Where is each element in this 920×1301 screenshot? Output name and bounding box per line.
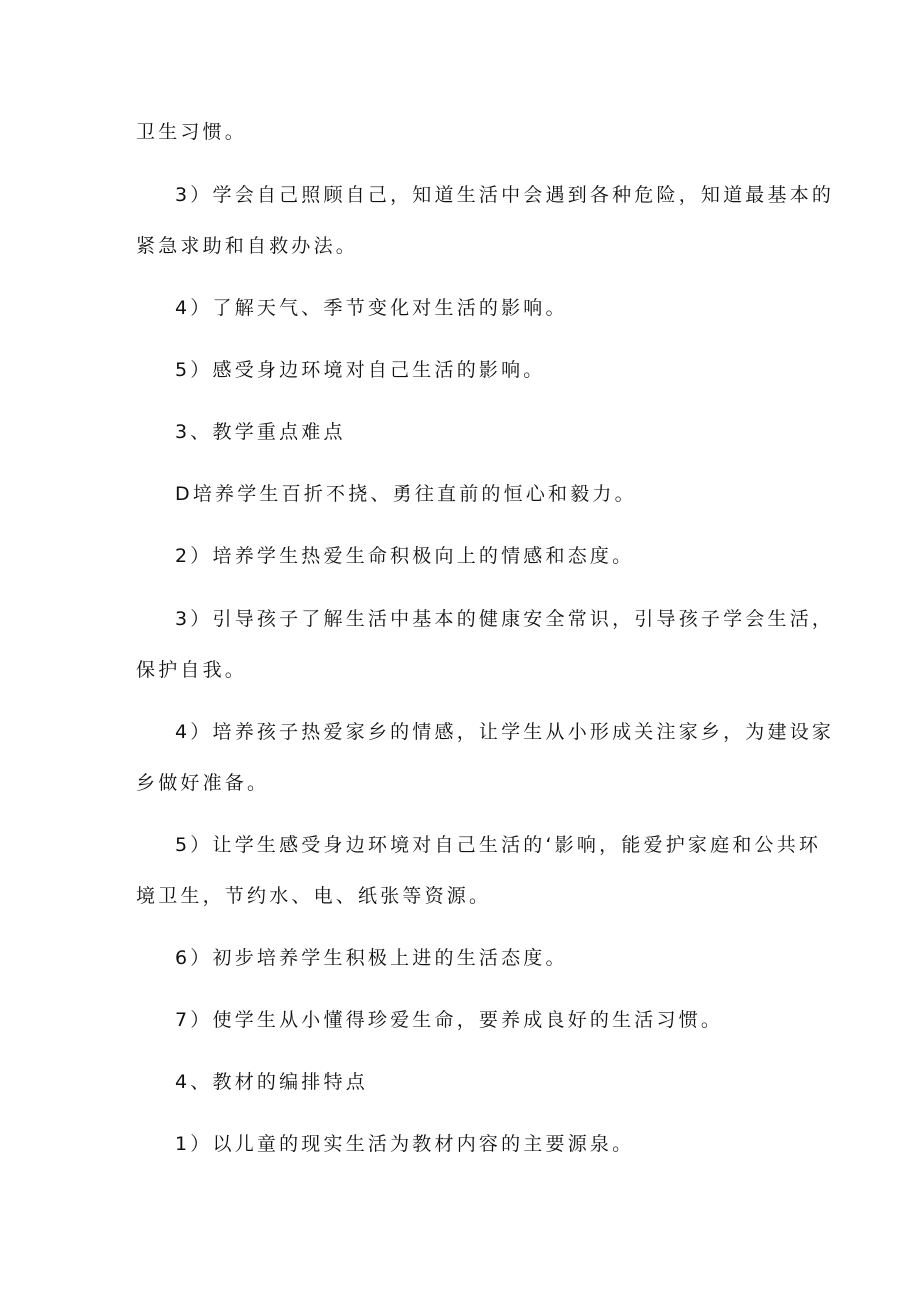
text-line: 4）了解天气、季节变化对生活的影响。: [175, 297, 568, 319]
text-line: 保护自我。: [136, 659, 248, 681]
text-line: D培养学生百折不挠、勇往直前的恒心和毅力。: [175, 483, 637, 505]
section-heading: 3、教学重点难点: [175, 421, 346, 443]
text-line: 2）培养学生热爱生命积极向上的情感和态度。: [175, 545, 635, 567]
text-line: 卫生习惯。: [136, 121, 248, 143]
text-line: 1）以儿童的现实生活为教材内容的主要源泉。: [175, 1133, 635, 1155]
text-line: 3）引导孩子了解生活中基本的健康安全常识，引导孩子学会生活，: [175, 608, 835, 630]
text-line: 4）培养孩子热爱家乡的情感，让学生从小形成关注家乡，为建设家: [175, 721, 835, 743]
text-line: 乡做好准备。: [136, 772, 270, 794]
text-line: 5）让学生感受身边环境对自己生活的‘影响，能爱护家庭和公共环: [175, 834, 822, 856]
text-line: 5）感受身边环境对自己生活的影响。: [175, 359, 546, 381]
text-line: 6）初步培养学生积极上进的生活态度。: [175, 947, 568, 969]
text-line: 7）使学生从小懂得珍爱生命，要养成良好的生活习惯。: [175, 1009, 724, 1031]
text-line: 境卫生，节约水、电、纸张等资源。: [136, 885, 492, 907]
section-heading: 4、教材的编排特点: [175, 1071, 368, 1093]
text-line: 紧急求助和自救办法。: [136, 235, 359, 257]
text-line: 3）学会自己照顾自己，知道生活中会遇到各种危险，知道最基本的: [175, 184, 835, 206]
